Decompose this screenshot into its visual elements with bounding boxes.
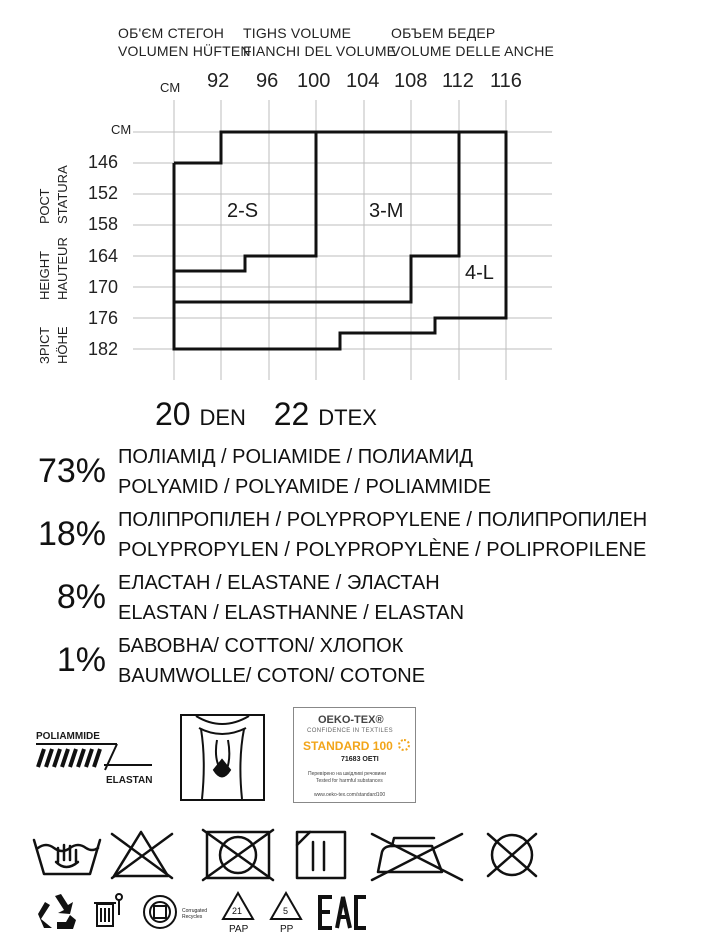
composition-line: ELASTAN / ELASTHANNE / ELASTAN: [118, 602, 465, 624]
height-tick: 158: [88, 214, 119, 234]
composition-line: POLYAMID / POLYAMIDE / POLIAMMIDE: [118, 476, 492, 498]
pp-label: PP: [280, 924, 294, 935]
height-tick: 182: [88, 339, 119, 359]
size-label-2s: 2-S: [227, 200, 259, 222]
recycle-icon: [38, 894, 76, 929]
composition-percent: 8%: [56, 578, 106, 616]
header-line: VOLUMEN HÜFTEN: [118, 43, 251, 59]
size-label-4l: 4-L: [465, 262, 494, 284]
dtex-value: 22: [273, 396, 310, 432]
hip-tick: 116: [490, 70, 522, 92]
height-tick: 164: [88, 246, 119, 266]
oeko-title: OEKO-TEX®: [318, 714, 384, 726]
hip-tick: 112: [442, 70, 474, 92]
composition-percent: 18%: [37, 515, 106, 553]
oeko-tested-en: Tested for harmful substances: [316, 778, 383, 784]
oeko-subtitle: CONFIDENCE IN TEXTILES: [307, 728, 394, 734]
axis-label: HÖHE: [55, 326, 70, 364]
composition-line: POLYPROPYLEN / POLYPROPYLÈNE / POLIPROPILENE: [118, 539, 647, 561]
oeko-code: 71683 OETI: [341, 756, 379, 763]
dtex-unit: DTEX: [318, 405, 377, 430]
oeko-url: www.oeko-tex.com/standard100: [314, 792, 386, 798]
axis-label: HEIGHT: [37, 250, 52, 300]
height-tick: 146: [88, 152, 119, 172]
den-unit: DEN: [199, 405, 246, 430]
composition-line: ПОЛІПРОПІЛЕН / POLYPROPYLENE / ПОЛИПРОПИЛЕН: [118, 509, 648, 531]
pp-number: 5: [283, 906, 289, 916]
height-tick: 152: [88, 183, 119, 203]
corrugated-label: Corrugated Recycles: [182, 908, 208, 920]
hip-tick: 108: [394, 70, 428, 92]
oeko-standard: STANDARD 100: [303, 739, 393, 753]
size-label-3m: 3-M: [369, 200, 404, 222]
eac-mark-icon: [320, 897, 366, 928]
composition-line: ЕЛАСТАН / ELASTANE / ЭЛАСТАН: [118, 572, 440, 594]
pap-number: 21: [232, 906, 243, 916]
header-line: ОБ'ЄМ СТЕГОН: [118, 25, 225, 41]
axis-label: ЗРІСТ: [37, 326, 52, 364]
waste-bin-icon: [94, 894, 122, 926]
x-unit: CM: [160, 80, 181, 95]
den-value: 20: [155, 396, 191, 432]
yarn-top-label: POLIAMMIDE: [36, 731, 100, 742]
composition-line: ПОЛІАМІД / POLIAMIDE / ПОЛИАМИД: [118, 446, 473, 468]
header-line: FIANCHI DEL VOLUME: [243, 43, 397, 59]
axis-label: STATURA: [55, 165, 70, 224]
yarn-bottom-label: ELASTAN: [106, 775, 153, 786]
height-tick: 176: [88, 308, 119, 328]
hip-tick: 104: [346, 70, 380, 92]
corrugated-recycle-icon: [144, 896, 176, 928]
composition-line: BAUMWOLLE/ COTON/ COTONE: [118, 665, 426, 687]
axis-label: HAUTEUR: [55, 237, 70, 300]
hip-tick: 100: [297, 70, 331, 92]
header-line: TIGHS VOLUME: [243, 25, 352, 41]
header-line: VOLUME DELLE ANCHE: [391, 43, 555, 59]
composition-line: БАВОВНА/ COTTON/ ХЛОПОК: [118, 635, 404, 657]
height-tick: 170: [88, 277, 119, 297]
oeko-tested-ua: Перевірено на шкідливі речовини: [308, 771, 387, 777]
pap-label: PAP: [229, 924, 249, 935]
header-line: ОБЪЕМ БЕДЕР: [391, 25, 496, 41]
hip-tick: 92: [207, 70, 230, 92]
axis-label: РОСТ: [37, 188, 52, 224]
hip-tick: 96: [256, 70, 279, 92]
y-unit: CM: [111, 122, 132, 137]
composition-percent: 1%: [56, 641, 106, 679]
composition-percent: 73%: [37, 452, 106, 490]
